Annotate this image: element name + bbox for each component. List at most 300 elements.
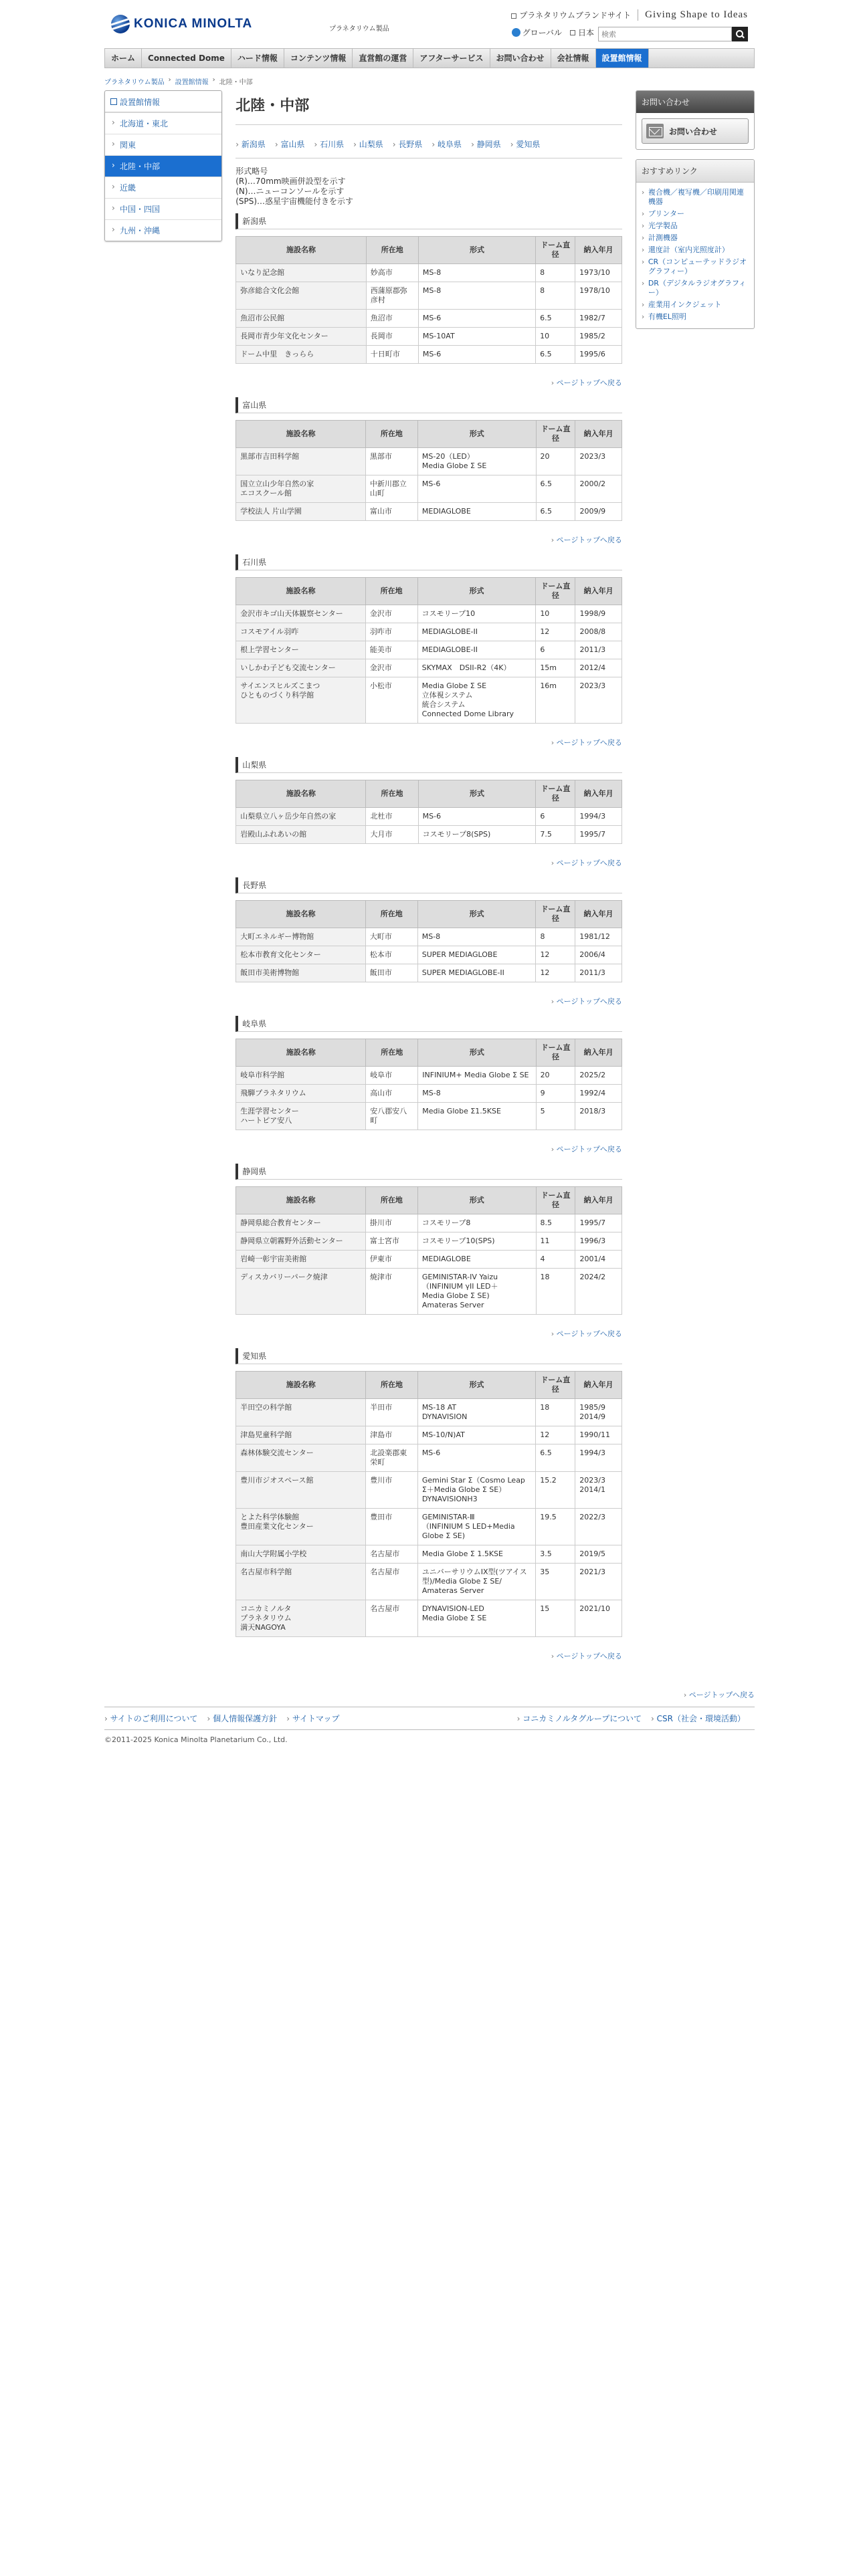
table-cell: 岩崎一彰宇宙美術館 bbox=[236, 1251, 366, 1269]
footer-left-links bbox=[104, 1713, 349, 1724]
table-cell: 中新川郡立山町 bbox=[365, 475, 417, 503]
table-cell: コスモリープ8(SPS) bbox=[418, 826, 536, 844]
recommended-link[interactable]: › 計測機器 bbox=[642, 232, 749, 244]
contact-box bbox=[636, 90, 755, 150]
table-cell: MS-6 bbox=[418, 346, 535, 364]
prefecture-link[interactable]: › 長野県 bbox=[393, 138, 423, 150]
table-cell: 20 bbox=[536, 448, 575, 475]
format-notes bbox=[235, 167, 622, 207]
table-cell: 1996/3 bbox=[575, 1232, 622, 1251]
facility-table bbox=[235, 1371, 622, 1637]
table-cell: 静岡県立朝霧野外活動センター bbox=[236, 1232, 366, 1251]
breadcrumb-sep: › bbox=[212, 76, 215, 84]
table-cell: 12 bbox=[536, 946, 575, 964]
gnav-item[interactable]: 直営館の運営 bbox=[353, 49, 413, 68]
breadcrumb-item[interactable]: プラネタリウム製品 bbox=[104, 79, 165, 86]
square-icon bbox=[511, 13, 516, 19]
footer-page-top-link[interactable]: › ページトップへ戻る bbox=[104, 1689, 755, 1700]
gnav-item[interactable]: コンテンツ情報 bbox=[284, 49, 353, 68]
table-row bbox=[236, 1232, 622, 1251]
table-row bbox=[236, 605, 622, 623]
brand-site-link[interactable] bbox=[511, 9, 631, 21]
facility-table bbox=[235, 900, 622, 982]
gnav-item[interactable]: ハード情報 bbox=[231, 49, 284, 68]
recommended-link[interactable]: › 有機EL照明 bbox=[642, 311, 749, 323]
prefecture-link[interactable]: › 岐阜県 bbox=[432, 138, 462, 150]
contact-button-label: お問い合わせ bbox=[668, 126, 717, 136]
table-row bbox=[236, 946, 622, 964]
table-cell: 4 bbox=[536, 1251, 575, 1269]
table-cell: 6 bbox=[536, 641, 575, 659]
table-cell: 1994/3 bbox=[575, 808, 622, 826]
page-top-link[interactable]: › ページトップへ戻る bbox=[235, 1328, 622, 1339]
table-cell: 2019/5 bbox=[575, 1545, 622, 1564]
table-cell: 北杜市 bbox=[366, 808, 418, 826]
table-cell: 2023/3 2014/1 bbox=[575, 1472, 622, 1509]
table-cell: サイエンスヒルズこまつ ひとものづくり科学館 bbox=[236, 677, 366, 724]
table-cell: コニカミノルタ プラネタリウム 満天NAGOYA bbox=[236, 1600, 366, 1637]
table-cell: MEDIAGLOBE bbox=[417, 503, 536, 521]
section-heading: 静岡県 bbox=[235, 1164, 622, 1180]
table-cell: ディスカバリーパーク焼津 bbox=[236, 1269, 366, 1315]
table-cell: 12 bbox=[536, 1426, 575, 1444]
page-title: 北陸・中部 bbox=[235, 90, 622, 125]
table-cell: 15 bbox=[536, 1600, 575, 1637]
table-cell: ドーム中里 きっらら bbox=[236, 346, 366, 364]
contact-heading: お問い合わせ bbox=[636, 91, 754, 113]
sidebar-box bbox=[104, 90, 222, 241]
table-cell: MS-6 bbox=[418, 808, 536, 826]
table-cell: 2012/4 bbox=[575, 659, 622, 677]
footer-link[interactable]: › サイトマップ bbox=[286, 1714, 339, 1723]
table-cell: 5 bbox=[536, 1103, 575, 1130]
format-note: (N)…ニューコンソールを示す bbox=[235, 187, 345, 196]
table-cell: コスモアイル羽咋 bbox=[236, 623, 366, 641]
gnav-item[interactable]: ホーム bbox=[105, 49, 142, 68]
table-cell: SUPER MEDIAGLOBE-II bbox=[417, 964, 536, 982]
page-top-link[interactable]: › ページトップへ戻る bbox=[235, 534, 622, 545]
table-cell: MEDIAGLOBE bbox=[417, 1251, 536, 1269]
table-cell: 岐阜市 bbox=[366, 1067, 418, 1085]
table-cell: 掛川市 bbox=[365, 1214, 417, 1232]
table-cell: 2000/2 bbox=[575, 475, 622, 503]
table-cell: DYNAVISION-LED Media Globe Σ SE bbox=[417, 1600, 535, 1637]
prefecture-nav bbox=[235, 130, 622, 158]
footer-link[interactable]: › 個人情報保護方針 bbox=[207, 1714, 278, 1723]
column-header: 所在地 bbox=[365, 578, 417, 605]
column-header: ドーム直径 bbox=[536, 1039, 575, 1067]
column-header: 納入年月 bbox=[575, 578, 622, 605]
gnav-item[interactable]: アフターサービス bbox=[413, 49, 490, 68]
table-cell: 長岡市 bbox=[366, 328, 418, 346]
column-header: 形式 bbox=[417, 901, 536, 928]
footer-link[interactable]: › CSR（社会・環境活動） bbox=[651, 1714, 745, 1723]
language-links bbox=[512, 27, 594, 38]
column-header: 所在地 bbox=[365, 1187, 417, 1214]
table-cell: 大町エネルギー博物館 bbox=[236, 928, 366, 946]
right-sidebar bbox=[636, 90, 755, 338]
recommended-links bbox=[636, 183, 754, 328]
recommended-links-box bbox=[636, 159, 755, 329]
table-cell: Media Globe Σ1.5KSE bbox=[418, 1103, 536, 1130]
table-row bbox=[236, 346, 622, 364]
column-header: 施設名称 bbox=[236, 237, 366, 264]
footer-nav bbox=[104, 1707, 755, 1730]
facility-table bbox=[235, 1186, 622, 1315]
table-cell: 2018/3 bbox=[575, 1103, 622, 1130]
prefecture-link[interactable]: › 石川県 bbox=[314, 138, 345, 150]
table-row bbox=[236, 1269, 622, 1315]
table-cell: 静岡県総合教育センター bbox=[236, 1214, 366, 1232]
column-header: 所在地 bbox=[366, 780, 418, 808]
recommended-link[interactable]: › DR（デジタルラジオグラフィー） bbox=[642, 278, 749, 299]
page-top-link[interactable]: › ページトップへ戻る bbox=[235, 737, 622, 748]
table-cell: 魚沼市公民館 bbox=[236, 310, 366, 328]
table-cell: MEDIAGLOBE-II bbox=[417, 623, 536, 641]
sidebar-item[interactable]: › 近畿 bbox=[105, 177, 221, 198]
global-nav bbox=[104, 48, 755, 68]
recommended-links-heading: おすすめリンク bbox=[636, 160, 754, 183]
facility-table bbox=[235, 780, 622, 844]
table-cell: 8 bbox=[536, 282, 575, 310]
table-cell: MS-6 bbox=[418, 310, 535, 328]
column-header: 納入年月 bbox=[575, 780, 622, 808]
table-header-row bbox=[236, 421, 622, 448]
table-row bbox=[236, 677, 622, 724]
table-cell: 9 bbox=[536, 1085, 575, 1103]
sidebar-item[interactable]: › 北海道・東北 bbox=[105, 112, 221, 134]
breadcrumb-current: 北陸・中部 bbox=[219, 79, 253, 86]
table-cell: 羽咋市 bbox=[365, 623, 417, 641]
table-cell: 35 bbox=[536, 1564, 575, 1600]
table-cell: 長岡市青少年文化センター bbox=[236, 328, 366, 346]
table-cell: 1985/9 2014/9 bbox=[575, 1399, 622, 1426]
table-cell: 3.5 bbox=[536, 1545, 575, 1564]
page-top-link[interactable]: › ページトップへ戻る bbox=[235, 857, 622, 868]
breadcrumb-sep: › bbox=[168, 76, 171, 84]
table-row bbox=[236, 1472, 622, 1509]
breadcrumb-item[interactable]: 設置館情報 bbox=[175, 79, 209, 86]
table-cell: 6.5 bbox=[536, 1444, 575, 1472]
table-cell: 8 bbox=[536, 264, 575, 282]
format-note: 形式略号 bbox=[235, 167, 268, 176]
table-cell: 2022/3 bbox=[575, 1509, 622, 1545]
sidebar-item[interactable]: › 関東 bbox=[105, 134, 221, 155]
table-cell: 金沢市キゴ山天体観察センター bbox=[236, 605, 366, 623]
table-cell: 西蒲原郡弥彦村 bbox=[366, 282, 418, 310]
contact-button[interactable] bbox=[642, 118, 749, 144]
table-cell: 名古屋市科学館 bbox=[236, 1564, 366, 1600]
table-cell: Media Globe Σ 1.5KSE bbox=[417, 1545, 535, 1564]
column-header: ドーム直径 bbox=[536, 578, 575, 605]
table-cell: 1995/7 bbox=[575, 1214, 622, 1232]
table-cell: 2011/3 bbox=[575, 641, 622, 659]
logo[interactable] bbox=[111, 15, 252, 33]
section-heading: 石川県 bbox=[235, 554, 622, 570]
table-header-row bbox=[236, 1372, 622, 1399]
table-row bbox=[236, 826, 622, 844]
column-header: 施設名称 bbox=[236, 578, 366, 605]
table-cell: 富山市 bbox=[365, 503, 417, 521]
prefecture-link[interactable]: › 富山県 bbox=[275, 138, 305, 150]
table-header-row bbox=[236, 901, 622, 928]
table-row bbox=[236, 1067, 622, 1085]
table-cell: 2021/3 bbox=[575, 1564, 622, 1600]
table-row bbox=[236, 1214, 622, 1232]
table-cell: 18 bbox=[536, 1399, 575, 1426]
table-cell: 飯田市美術博物館 bbox=[236, 964, 366, 982]
gnav-item[interactable]: 会社情報 bbox=[551, 49, 596, 68]
table-cell: MS-10/N)AT bbox=[417, 1426, 535, 1444]
prefecture-link[interactable]: › 静岡県 bbox=[471, 138, 501, 150]
section-heading: 富山県 bbox=[235, 397, 622, 413]
table-row bbox=[236, 310, 622, 328]
prefecture-link[interactable]: › 新潟県 bbox=[235, 138, 266, 150]
footer-link[interactable]: › サイトのご利用について bbox=[104, 1714, 198, 1723]
table-row bbox=[236, 264, 622, 282]
table-cell: 津島市 bbox=[366, 1426, 418, 1444]
recommended-link[interactable]: › 光学製品 bbox=[642, 220, 749, 232]
table-cell: INFINIUM+ Media Globe Σ SE bbox=[418, 1067, 536, 1085]
table-cell: 南山大学附属小学校 bbox=[236, 1545, 366, 1564]
table-cell: 十日町市 bbox=[366, 346, 418, 364]
recommended-link[interactable]: › CR（コンピューテッドラジオグラフィー） bbox=[642, 256, 749, 278]
table-cell: 1992/4 bbox=[575, 1085, 622, 1103]
table-cell: 1995/7 bbox=[575, 826, 622, 844]
table-cell: 高山市 bbox=[366, 1085, 418, 1103]
sections bbox=[235, 213, 622, 1661]
table-cell: 2011/3 bbox=[575, 964, 622, 982]
table-cell: 根上学習センター bbox=[236, 641, 366, 659]
table-cell: 大月市 bbox=[366, 826, 418, 844]
table-cell: 2025/2 bbox=[575, 1067, 622, 1085]
table-cell: 10 bbox=[536, 605, 575, 623]
left-sidebar bbox=[104, 90, 222, 241]
table-cell: 15.2 bbox=[536, 1472, 575, 1509]
table-header-row bbox=[236, 780, 622, 808]
table-cell: 8.5 bbox=[536, 1214, 575, 1232]
table-cell: 1981/12 bbox=[575, 928, 622, 946]
table-cell: いなり記念館 bbox=[236, 264, 366, 282]
table-cell: 7.5 bbox=[536, 826, 575, 844]
table-row bbox=[236, 1444, 622, 1472]
table-cell: 6.5 bbox=[536, 346, 575, 364]
column-header: 所在地 bbox=[365, 421, 417, 448]
table-cell: 名古屋市 bbox=[366, 1600, 418, 1637]
table-cell: 1994/3 bbox=[575, 1444, 622, 1472]
table-cell: 小松市 bbox=[365, 677, 417, 724]
table-row bbox=[236, 659, 622, 677]
column-header: ドーム直径 bbox=[536, 237, 575, 264]
table-cell: 2008/8 bbox=[575, 623, 622, 641]
table-cell: 1985/2 bbox=[575, 328, 622, 346]
table-cell: 名古屋市 bbox=[366, 1545, 418, 1564]
table-row bbox=[236, 1600, 622, 1637]
table-cell: 魚沼市 bbox=[366, 310, 418, 328]
column-header: 納入年月 bbox=[575, 1039, 622, 1067]
table-cell: 富士宮市 bbox=[365, 1232, 417, 1251]
footer-link[interactable]: › コニカミノルタグループについて bbox=[517, 1714, 642, 1723]
column-header: 納入年月 bbox=[575, 421, 622, 448]
sidebar-item[interactable]: › 中国・四国 bbox=[105, 198, 221, 219]
format-note: (R)…70mm映画併設型を示す bbox=[235, 177, 346, 186]
table-row bbox=[236, 623, 622, 641]
table-header-row bbox=[236, 578, 622, 605]
gnav-item[interactable]: Connected Dome bbox=[142, 49, 231, 68]
table-cell: 黒部市吉田科学館 bbox=[236, 448, 366, 475]
table-cell: 2024/2 bbox=[575, 1269, 622, 1315]
table-cell: MS-8 bbox=[418, 264, 535, 282]
gnav-item[interactable]: お問い合わせ bbox=[490, 49, 551, 68]
recommended-link[interactable]: › プリンター bbox=[642, 208, 749, 220]
sidebar-item[interactable]: › 九州・沖縄 bbox=[105, 219, 221, 241]
table-cell: 金沢市 bbox=[365, 659, 417, 677]
facility-table bbox=[235, 236, 622, 364]
table-header-row bbox=[236, 1187, 622, 1214]
table-cell: とよた科学体験館 豊田産業文化センター bbox=[236, 1509, 366, 1545]
table-cell: 国立立山少年自然の家 エコスクール館 bbox=[236, 475, 366, 503]
search-form bbox=[598, 27, 748, 41]
column-header: ドーム直径 bbox=[536, 421, 575, 448]
table-row bbox=[236, 641, 622, 659]
table-cell: 津島児童科学館 bbox=[236, 1426, 366, 1444]
table-row bbox=[236, 1085, 622, 1103]
table-cell: 妙高市 bbox=[366, 264, 418, 282]
column-header: ドーム直径 bbox=[536, 780, 575, 808]
table-cell: 飛騨プラネタリウム bbox=[236, 1085, 366, 1103]
column-header: 施設名称 bbox=[236, 780, 366, 808]
table-header-row bbox=[236, 237, 622, 264]
table-cell: 12 bbox=[536, 623, 575, 641]
page-top-link[interactable]: › ページトップへ戻る bbox=[235, 1650, 622, 1661]
table-cell: 伊東市 bbox=[365, 1251, 417, 1269]
top-links bbox=[511, 9, 748, 21]
recommended-link[interactable]: › 産業用インクジェット bbox=[642, 299, 749, 311]
column-header: ドーム直径 bbox=[536, 901, 575, 928]
table-row bbox=[236, 964, 622, 982]
table-cell: Gemini Star Σ（Cosmo Leap Σ＋Media Globe Σ SE） DYNAVISIONH3 bbox=[417, 1472, 535, 1509]
recommended-link[interactable]: › 還度計（室内光照度計） bbox=[642, 244, 749, 256]
table-row bbox=[236, 1509, 622, 1545]
global-link[interactable] bbox=[512, 27, 562, 38]
table-cell: 8 bbox=[536, 928, 575, 946]
gnav-item[interactable]: 設置館情報 bbox=[596, 49, 649, 68]
column-header: 納入年月 bbox=[575, 237, 622, 264]
table-row bbox=[236, 1251, 622, 1269]
column-header: 施設名称 bbox=[236, 901, 366, 928]
table-cell: 岐阜市科学館 bbox=[236, 1067, 366, 1085]
subbrand: プラネタリウム製品 bbox=[329, 25, 389, 33]
column-header: 形式 bbox=[418, 780, 536, 808]
main-content bbox=[235, 90, 622, 1671]
table-cell: 1998/9 bbox=[575, 605, 622, 623]
search-input[interactable] bbox=[598, 27, 732, 41]
column-header: 納入年月 bbox=[575, 1187, 622, 1214]
table-cell: コスモリープ10 bbox=[417, 605, 536, 623]
table-cell: 10 bbox=[536, 328, 575, 346]
table-cell: 豊田市 bbox=[366, 1509, 418, 1545]
table-cell: 半田空の科学館 bbox=[236, 1399, 366, 1426]
section-heading: 長野県 bbox=[235, 877, 622, 893]
table-cell: MS-6 bbox=[417, 475, 536, 503]
table-cell: 6 bbox=[536, 808, 575, 826]
section-heading: 新潟県 bbox=[235, 213, 622, 229]
table-cell: 18 bbox=[536, 1269, 575, 1315]
brand-site-label: プラネタリウムブランドサイト bbox=[519, 11, 632, 20]
table-cell: 岩殿山ふれあいの館 bbox=[236, 826, 366, 844]
column-header: 形式 bbox=[417, 1187, 536, 1214]
table-cell: コスモリープ10(SPS) bbox=[417, 1232, 536, 1251]
table-cell: 豊川市 bbox=[366, 1472, 418, 1509]
tagline: Giving Shape to Ideas bbox=[638, 9, 748, 21]
prefecture-link[interactable]: › 山梨県 bbox=[353, 138, 383, 150]
section-heading: 山梨県 bbox=[235, 757, 622, 773]
table-cell: いしかわ子ども交流センター bbox=[236, 659, 366, 677]
table-cell: コスモリープ8 bbox=[417, 1214, 536, 1232]
table-cell: SUPER MEDIAGLOBE bbox=[417, 946, 536, 964]
table-cell: MS-18 AT DYNAVISION bbox=[417, 1399, 535, 1426]
sidebar-heading[interactable]: 設置館情報 bbox=[105, 91, 221, 112]
table-cell: 1982/7 bbox=[575, 310, 622, 328]
facility-table bbox=[235, 420, 622, 521]
table-cell: 生涯学習センター ハートピア安八 bbox=[236, 1103, 366, 1130]
column-header: 所在地 bbox=[366, 237, 418, 264]
column-header: 所在地 bbox=[366, 1039, 418, 1067]
facility-table bbox=[235, 1039, 622, 1130]
table-cell: 2001/4 bbox=[575, 1251, 622, 1269]
table-cell: 11 bbox=[536, 1232, 575, 1251]
mail-icon bbox=[646, 124, 664, 138]
column-header: ドーム直径 bbox=[536, 1187, 575, 1214]
table-cell: 松本市 bbox=[365, 946, 417, 964]
table-cell: MS-10AT bbox=[418, 328, 535, 346]
column-header: 形式 bbox=[417, 578, 536, 605]
table-cell: 19.5 bbox=[536, 1509, 575, 1545]
table-cell: 2021/10 bbox=[575, 1600, 622, 1637]
table-cell: 2023/3 bbox=[575, 677, 622, 724]
table-cell: 6.5 bbox=[536, 475, 575, 503]
table-cell: SKYMAX DSII-R2（4K） bbox=[417, 659, 536, 677]
table-row bbox=[236, 808, 622, 826]
copyright: ©2011-2025 Konica Minolta Planetarium Co., Ltd. bbox=[104, 1735, 288, 1744]
search-button[interactable] bbox=[732, 27, 748, 41]
column-header: 施設名称 bbox=[236, 1187, 366, 1214]
table-cell: 金沢市 bbox=[365, 605, 417, 623]
table-cell: MS-8 bbox=[418, 1085, 536, 1103]
table-cell: GEMINISTAR-Ⅲ （INFINIUM S LED+Media Globe Σ SE) bbox=[417, 1509, 535, 1545]
column-header: 施設名称 bbox=[236, 421, 366, 448]
column-header: 所在地 bbox=[366, 1372, 418, 1399]
recommended-link[interactable]: › 複合機／複写機／印刷用関連機器 bbox=[642, 187, 749, 208]
page-top-link[interactable]: › ページトップへ戻る bbox=[235, 996, 622, 1006]
columns bbox=[104, 90, 755, 1671]
column-header: 形式 bbox=[418, 237, 535, 264]
header bbox=[104, 0, 755, 48]
table-cell: 森林体験交流センター bbox=[236, 1444, 366, 1472]
page-top-link[interactable]: › ページトップへ戻る bbox=[235, 377, 622, 388]
table-cell: 豊川市ジオスペース館 bbox=[236, 1472, 366, 1509]
column-header: 施設名称 bbox=[236, 1039, 366, 1067]
section-heading: 愛知県 bbox=[235, 1348, 622, 1364]
table-cell: 20 bbox=[536, 1067, 575, 1085]
table-cell: 1995/6 bbox=[575, 346, 622, 364]
prefecture-link[interactable]: › 愛知県 bbox=[510, 138, 541, 150]
table-cell: MS-8 bbox=[417, 928, 536, 946]
japan-link[interactable] bbox=[570, 27, 594, 38]
sidebar-item[interactable]: › 北陸・中部 bbox=[105, 155, 221, 177]
format-note: (SPS)…惑星宇宙機能付きを示す bbox=[235, 197, 354, 206]
page-top-link[interactable]: › ページトップへ戻る bbox=[235, 1144, 622, 1154]
